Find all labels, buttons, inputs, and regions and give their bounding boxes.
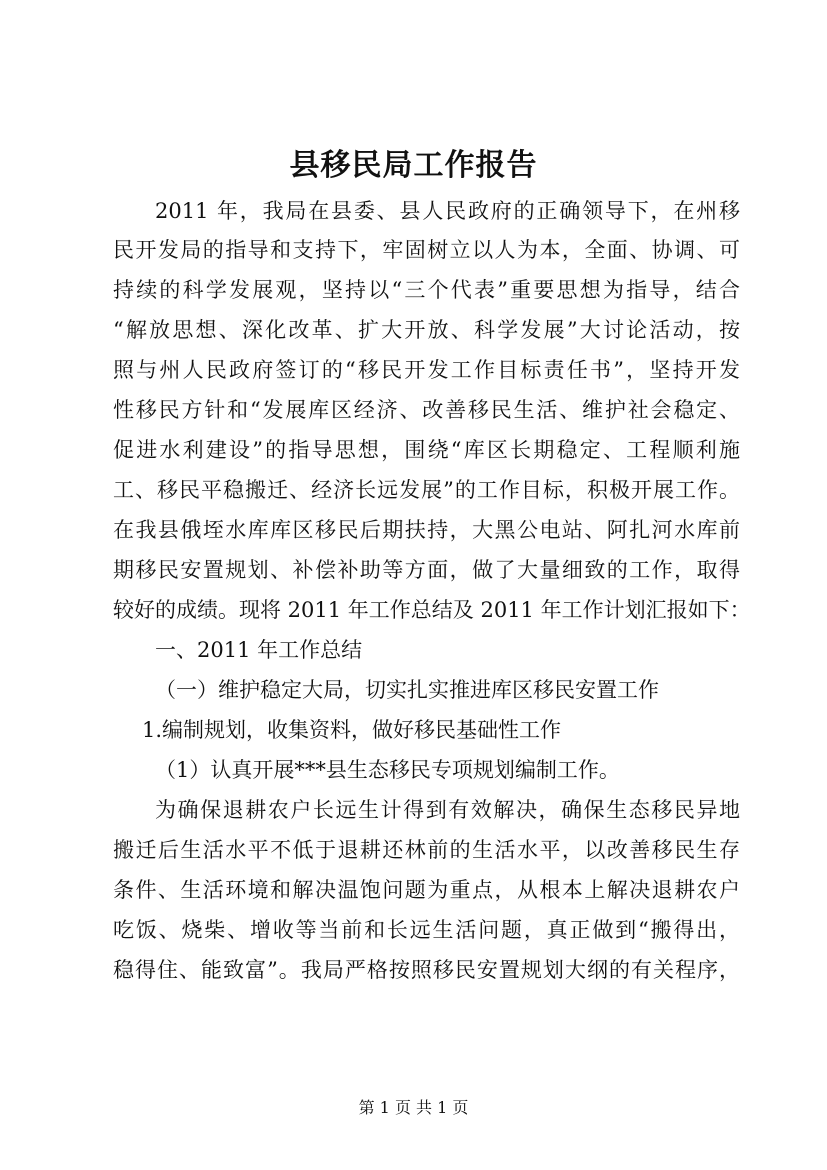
paragraph-line: 促进水利建设”的指导思想，围绕“库区长期稳定、工程顺利施	[113, 438, 740, 462]
paragraph-line: 吃饭、烧柴、增收等当前和长远生活问题，真正做到“搬得出，	[113, 918, 740, 942]
paragraph-line: “解放思想、深化改革、扩大开放、科学发展”大讨论活动，按	[113, 318, 740, 342]
document-title: 县移民局工作报告	[289, 148, 538, 183]
paragraph-line: 照与州人民政府签订的“移民开发工作目标责任书”，坚持开发	[113, 358, 740, 382]
paragraph-line: 搬迁后生活水平不低于退耕还林前的生活水平，以改善移民生存	[113, 838, 740, 862]
item-heading: 1.编制规划，收集资料，做好移民基础性工作	[142, 718, 562, 742]
paragraph-line: 为确保退耕农户长远生计得到有效解决，确保生态移民异地	[155, 798, 740, 822]
paragraph-line: 条件、生活环境和解决温饱问题为重点，从根本上解决退耕农户	[113, 878, 740, 902]
subsection-heading: （一）维护稳定大局，切实扎实推进库区移民安置工作	[155, 678, 659, 702]
section-heading: 一、2011 年工作总结	[155, 638, 363, 662]
paragraph-line: 持续的科学发展观，坚持以“三个代表”重要思想为指导，结合	[113, 278, 740, 302]
paragraph-line: 期移民安置规划、补偿补助等方面，做了大量细致的工作，取得	[113, 558, 740, 582]
paragraph-line: 在我县俄垤水库库区移民后期扶持，大黑公电站、阿扎河水库前	[113, 518, 740, 542]
page-footer: 第 1 页 共 1 页	[358, 1098, 469, 1117]
paragraph-line: 稳得住、能致富”。我局严格按照移民安置规划大纲的有关程序，	[113, 958, 740, 982]
paragraph-line: 民开发局的指导和支持下，牢固树立以人为本，全面、协调、可	[113, 238, 740, 262]
paragraph-line: 性移民方针和“发展库区经济、改善移民生活、维护社会稳定、	[113, 398, 740, 422]
paragraph-line: 工、移民平稳搬迁、经济长远发展”的工作目标，积极开展工作。	[113, 478, 740, 502]
paragraph-line: 较好的成绩。现将 2011 年工作总结及 2011 年工作计划汇报如下：	[113, 598, 751, 622]
paragraph-line: 2011 年，我局在县委、县人民政府的正确领导下，在州移	[155, 199, 740, 223]
sub-item-heading: （1）认真开展***县生态移民专项规划编制工作。	[155, 758, 620, 782]
